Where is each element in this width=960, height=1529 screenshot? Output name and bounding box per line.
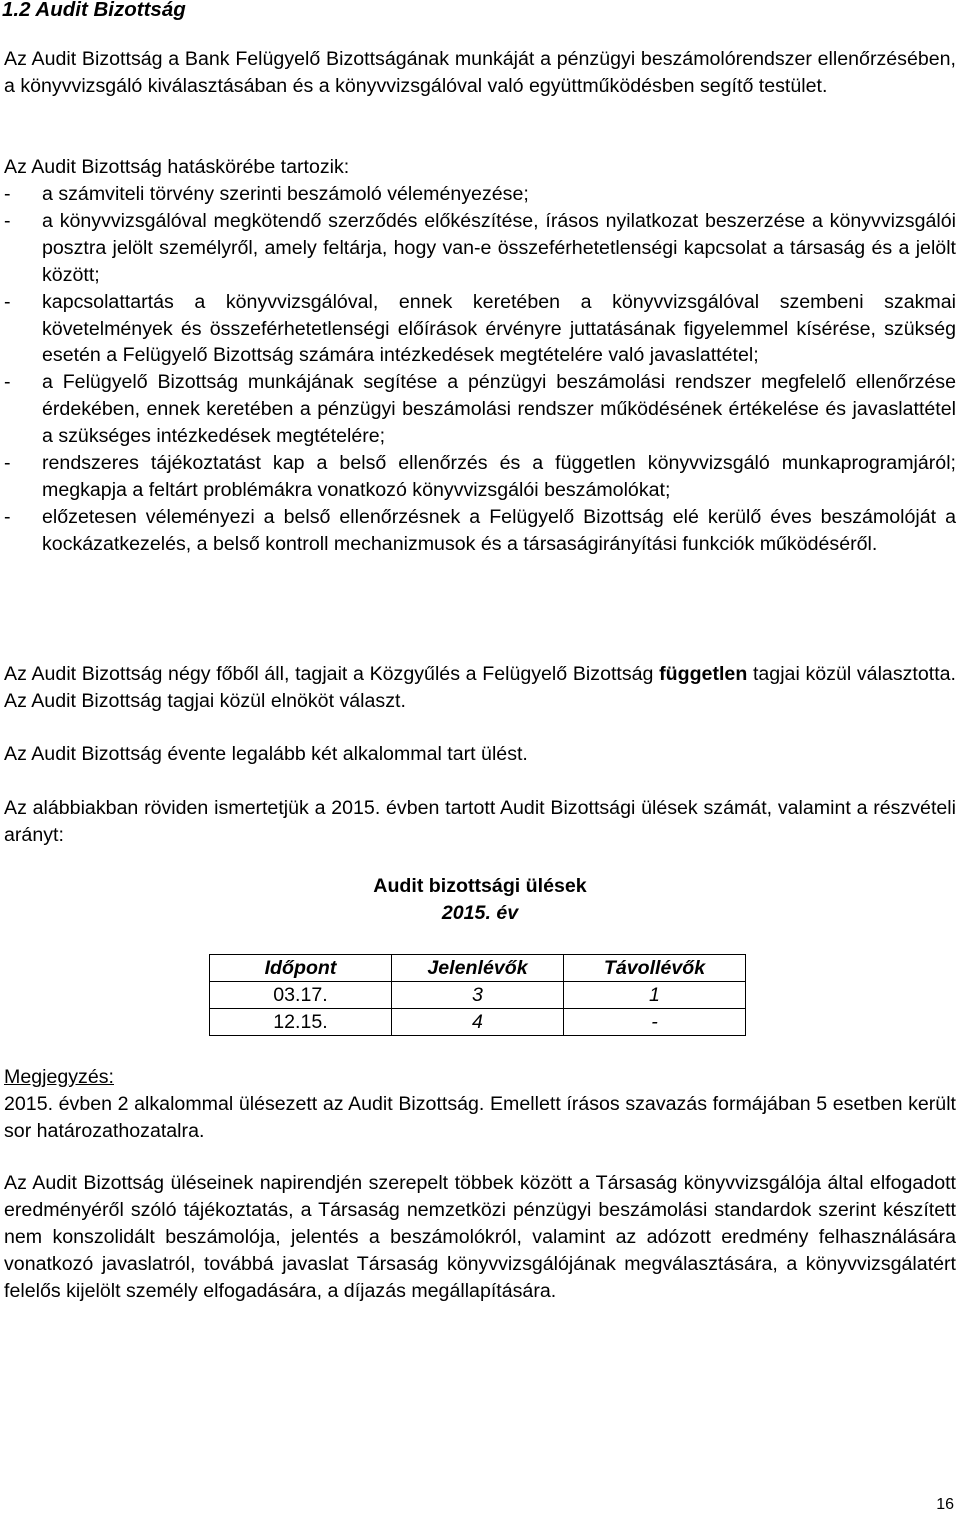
note-label: Megjegyzés: — [4, 1066, 114, 1088]
list-item: - a Felügyelő Bizottság munkájának segítése a pénzügyi beszámolási rendszer megfelelő ellenőrzése érdekében, ennek keretében a pénzügyi beszámolási rendszer működésének értékelése és javaslattétel a szükséges intézkedések megtételére; — [4, 371, 956, 448]
members-text-1: Az Audit Bizottság négy főből áll, tagjait a Közgyűlés a Felügyelő Bizottság — [4, 663, 660, 685]
list-item: - kapcsolattartás a könyvvizsgálóval, ennek keretében a könyvvizsgálóval szembeni szakmai követelmények és összeférhetetlenségi előírások érvényre juttatásának figyelemmel kísérése, szükség esetén a Felügyelő Bizottság számára intézkedések megtételére való javaslattétel; — [4, 290, 956, 367]
cell-absent: - — [564, 1009, 746, 1036]
attendance-table — [209, 954, 746, 1036]
list-item: - előzetesen véleményezi a belső ellenőrzésnek a Felügyelő Bizottság elé kerülő éves beszámolóját a kockázatkezelés, a belső kontroll mechanizmusok és a társaságirányítási funkciók működéséről. — [4, 505, 956, 555]
intro-paragraph: Az Audit Bizottság a Bank Felügyelő Bizottságának munkáját a pénzügyi beszámolórendszer ellenőrzésében, a könyvvizsgáló kiválasztásában és a könyvvizsgálóval való együttműködésben segítő testület. — [4, 48, 956, 97]
table-title: Audit bizottsági ülések — [373, 875, 587, 897]
header-date: Időpont — [210, 955, 392, 982]
list-item: - rendszeres tájékoztatást kap a belső ellenőrzés és a független könyvvizsgáló munkaprogramjáról; megkapja a feltárt problémákra vonatkozó könyvvizsgálói beszámolókat; — [4, 452, 956, 501]
table-year — [0, 900, 960, 927]
list-item-text: a számviteli törvény szerinti beszámoló véleményezése; — [42, 183, 529, 205]
list-item-text: előzetesen véleményezi a belső ellenőrzésnek a Felügyelő Bizottság elé kerülő éves beszámolóját a kockázatkezelés, a belső kontroll mechanizmusok és a társaságirányítási funkciók működéséről. — [42, 505, 956, 555]
table-row — [210, 1009, 746, 1036]
scope-title: Az Audit Bizottság hatáskörébe tartozik: — [4, 156, 350, 178]
header-present: Jelenlévők — [392, 955, 564, 982]
scope-list — [4, 181, 956, 558]
cell-date: 12.15. — [210, 1009, 392, 1036]
meetings-paragraph: Az Audit Bizottság évente legalább két alkalommal tart ülést. — [4, 743, 528, 765]
list-item: - a könyvvizsgálóval megkötendő szerződés előkészítése, írásos nyilatkozat beszerzése a könyvvizsgálói posztra jelölt személyről, amely feltárja, hogy van-e összeférhetetlenségi kapcsolat a társaság és a jelölt között; — [4, 209, 956, 286]
agenda-paragraph: Az Audit Bizottság üléseinek napirendjén szerepelt többek között a Társaság könyvvizsgálója által elfogadott eredményéről szóló tájékoztatás, a Társaság nemzetközi pénzügyi beszámolási standardok szerint készített nem konszolidált beszámolója, jelentés a beszámolókról, valamint az adózott eredmény felhasználására vonatkozó javaslatról, továbbá javaslat Társaság könyvvizsgálójának megválasztására, a könyvvizsgálatért felelős kijelölt személy elfogadására, a díjazás megállapítására. — [4, 1172, 956, 1302]
table-header-row — [210, 955, 746, 982]
list-item-text: a Felügyelő Bizottság munkájának segítése a pénzügyi beszámolási rendszer megfelelő ellenőrzése érdekében, ennek keretében a pénzügyi beszámolási rendszer működésének értékelése és javaslattétel a szükséges intézkedések megtételére; — [42, 371, 956, 448]
cell-present: 3 — [392, 982, 564, 1009]
members-paragraph — [4, 661, 956, 715]
list-item-text: rendszeres tájékoztatást kap a belső ellenőrzés és a független könyvvizsgáló munkaprogramjáról; megkapja a feltárt problémákra vonatkozó könyvvizsgálói beszámolókat; — [42, 452, 956, 501]
header-absent: Távollévők — [564, 955, 746, 982]
section-heading: 1.2 Audit Bizottság — [2, 0, 186, 21]
table-year-text: 2015. év — [441, 902, 519, 924]
cell-date: 03.17. — [210, 982, 392, 1009]
members-bold: független — [659, 663, 748, 685]
summary-intro: Az alábbiakban röviden ismertetjük a 2015. évben tartott Audit Bizottsági ülések számát, valamint a részvételi arányt: — [4, 797, 956, 846]
cell-present: 4 — [392, 1009, 564, 1036]
list-item-text: kapcsolattartás a könyvvizsgálóval, ennek keretében a könyvvizsgálóval szembeni szakmai követelmények és összeférhetetlenségi előírások érvényre juttatásának figyelemmel kísérése, szükség esetén a Felügyelő Bizottság számára intézkedések megtételére való javaslattétel; — [42, 290, 956, 367]
list-item: - a számviteli törvény szerinti beszámoló véleményezése; — [4, 183, 529, 205]
members-text-2: tagjai közül választotta. Az Audit Bizottság tagjai közül elnököt választ. — [4, 663, 956, 712]
page-number: 16 — [936, 1496, 954, 1513]
cell-absent: 1 — [564, 982, 746, 1009]
note-text: 2015. évben 2 alkalommal ülésezett az Audit Bizottság. Emellett írásos szavazás formájában 5 esetben került sor határozathozatalra. — [4, 1093, 956, 1142]
list-item-text: a könyvvizsgálóval megkötendő szerződés előkészítése, írásos nyilatkozat beszerzése a könyvvizsgálói posztra jelölt személyről, amely feltárja, hogy van-e összeférhetetlenségi kapcsolat a társaság és a jelölt között; — [42, 209, 956, 286]
table-row — [210, 982, 746, 1009]
